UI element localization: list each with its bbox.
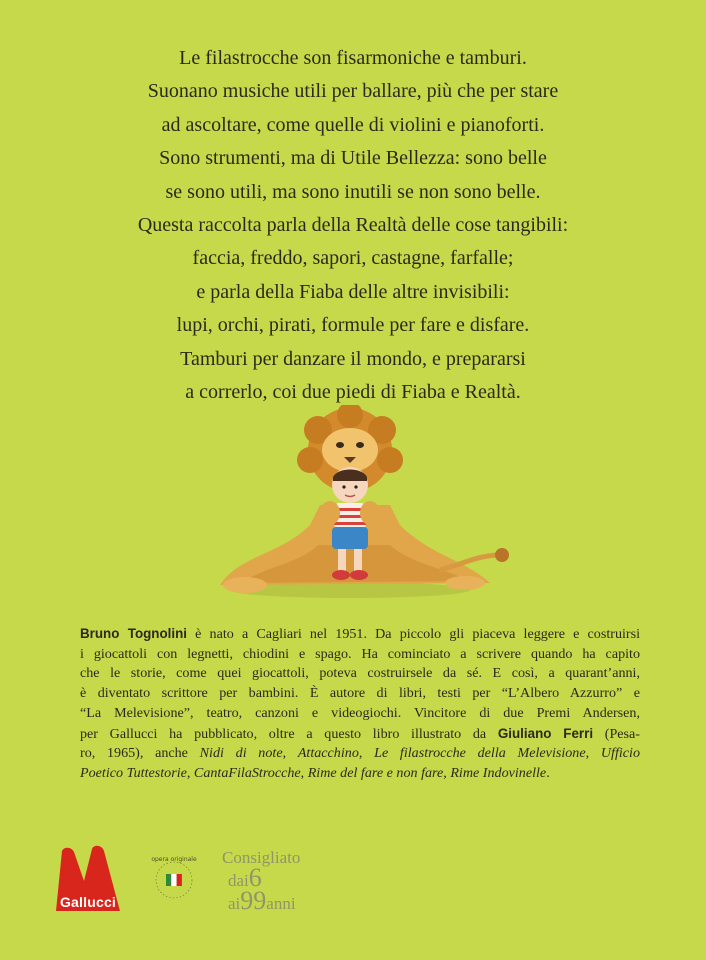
illustrator-name: Giuliano Ferri bbox=[497, 725, 594, 741]
bio-line bbox=[80, 744, 640, 764]
publisher-name: Gallucci bbox=[59, 894, 117, 910]
book-title: Ufficio bbox=[600, 745, 640, 762]
lion-costume-child-illustration bbox=[200, 405, 510, 605]
age-from bbox=[222, 863, 322, 892]
poem-line: Le filastrocche son fisarmoniche e tamburi. bbox=[179, 47, 527, 69]
poem-line: a correrlo, coi due piedi di Fiaba e Realtà. bbox=[185, 381, 521, 404]
bio-text: è nato a Cagliari nel 1951. Da piccolo gli piaceva leggere e costruirsi bbox=[187, 626, 640, 642]
age-number: 6 bbox=[248, 863, 262, 892]
poem-line: Suonano musiche utili per ballare, più che per stare bbox=[147, 80, 559, 103]
poem bbox=[0, 42, 706, 409]
bio-text: ro, 1965), anche bbox=[80, 745, 200, 762]
book-title: Rime del fare e non fare bbox=[307, 764, 444, 781]
book-title: CantaFilaStrocche bbox=[193, 764, 301, 781]
separator: , bbox=[585, 745, 601, 762]
separator: , bbox=[282, 745, 298, 762]
poem-line: Tamburi per danzare il mondo, e prepararsi bbox=[180, 347, 526, 370]
bio-line: che le storie, come quei giocattoli, poteva costruirsele da sé. E così, a quarant’anni, bbox=[80, 665, 640, 682]
age-suffix: anni bbox=[266, 894, 296, 913]
book-title: Nidi di note bbox=[199, 745, 283, 762]
author-name: Bruno Tognolini bbox=[80, 626, 188, 641]
book-title: Attacchino bbox=[297, 745, 359, 762]
separator: . bbox=[546, 764, 550, 781]
recommended-label: Consigliato bbox=[222, 848, 301, 867]
poem-line: lupi, orchi, pirati, formule per fare e disfare. bbox=[176, 314, 530, 337]
book-title: Le filastrocche della Melevisione bbox=[374, 745, 586, 762]
poem-line: Sono strumenti, ma di Utile Bellezza: sono belle bbox=[159, 147, 547, 170]
opera-originale-seal-icon bbox=[150, 852, 198, 908]
poem-line: faccia, freddo, sapori, castagne, farfalle; bbox=[192, 247, 514, 270]
book-title: Rime Indovinelle bbox=[450, 764, 547, 781]
bio-line bbox=[80, 624, 640, 645]
poem-line: ad ascoltare, come quelle di violini e pianoforti. bbox=[161, 113, 545, 136]
poem-line: se sono utili, ma sono inutili se non sono belle. bbox=[165, 180, 541, 203]
age-prefix: ai bbox=[228, 894, 241, 913]
age-prefix: dai bbox=[228, 871, 249, 890]
separator: , bbox=[300, 764, 308, 781]
separator: , bbox=[186, 764, 194, 781]
bio-line bbox=[80, 724, 640, 745]
bio-line: i giocattoli con legnetti, chiodini e spago. Ha cominciato a scrivere quando ha capito bbox=[80, 645, 640, 662]
bio-line bbox=[80, 764, 640, 784]
separator: , bbox=[443, 764, 451, 781]
age-recommendation bbox=[222, 848, 322, 914]
bio-text: per Gallucci ha pubblicato, oltre a questo libro illustrato da bbox=[80, 725, 498, 742]
bio-line: “La Melevisione”, teatro, canzoni e videogiochi. Vincitore di due Premi Andersen, bbox=[80, 704, 640, 721]
author-bio bbox=[80, 624, 640, 784]
bio-text: (Pesa- bbox=[593, 725, 640, 742]
bio-line: è diventato scrittore per bambini. È autore di libri, testi per “L’Albero Azzurro” e bbox=[80, 685, 640, 702]
seal-text: opera originale bbox=[151, 856, 197, 863]
poem-line: Questa raccolta parla della Realtà delle cose tangibili: bbox=[137, 214, 569, 237]
age-number: 99 bbox=[240, 886, 267, 915]
poem-line: e parla della Fiaba delle altre invisibili: bbox=[196, 280, 510, 303]
book-title: Poetico Tuttestorie bbox=[80, 764, 187, 781]
age-to bbox=[222, 886, 322, 915]
separator: , bbox=[358, 745, 375, 762]
